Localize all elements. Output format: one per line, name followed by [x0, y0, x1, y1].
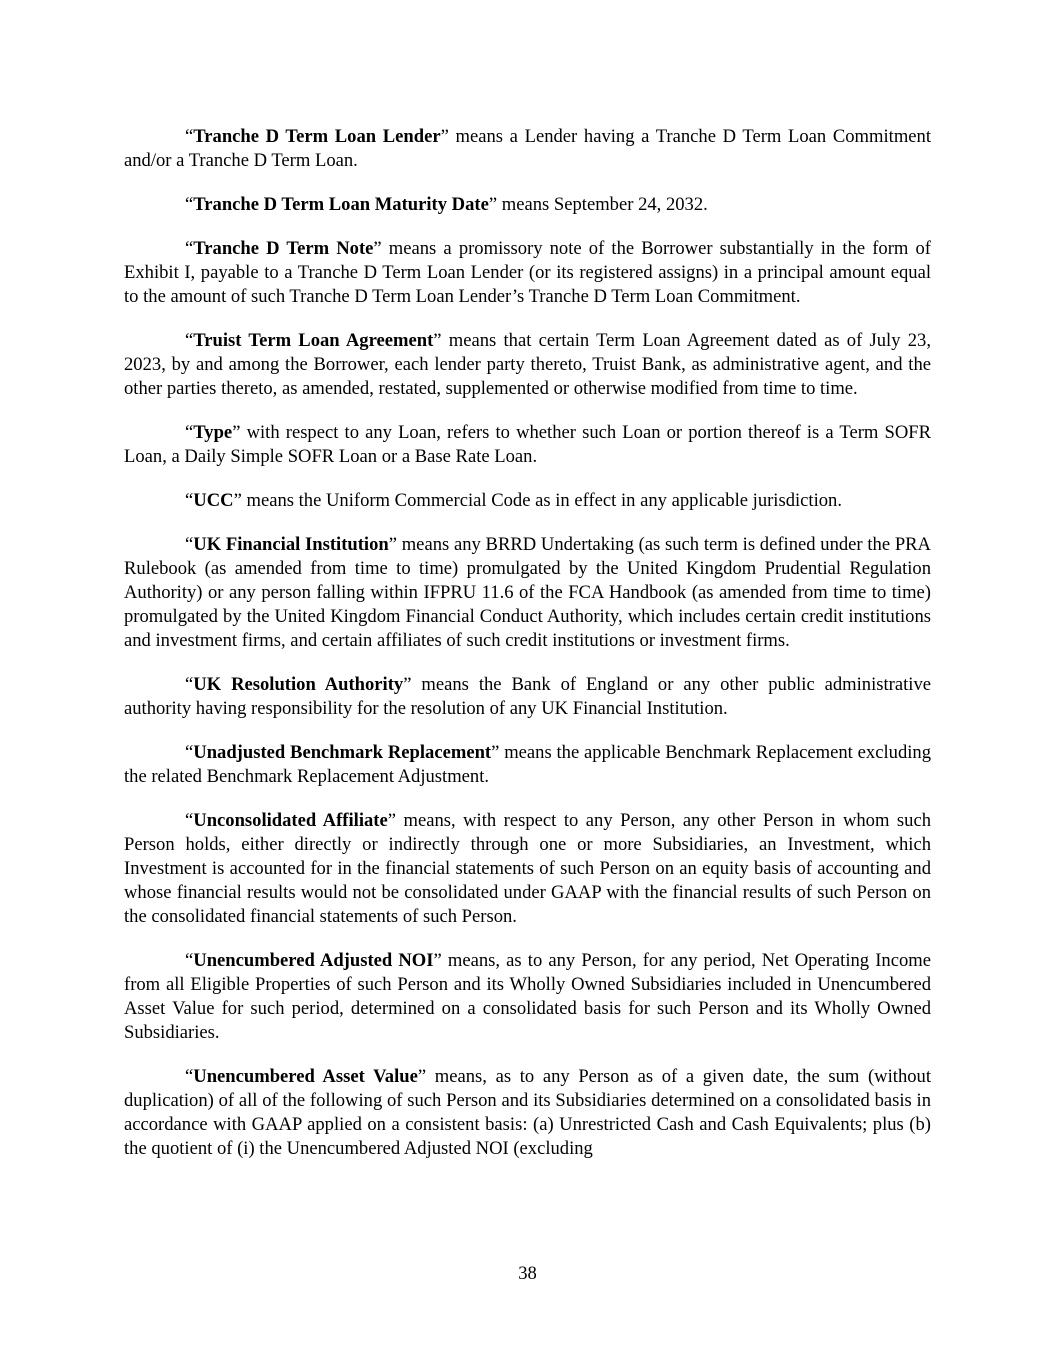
defined-term: Unencumbered Asset Value — [193, 1066, 418, 1087]
defined-term: Type — [193, 422, 233, 443]
definition-text: with respect to any Loan, refers to whether such Loan or portion thereof is a Term SOFR Loan, a Daily Simple SOFR Loan or a Base Rate Loan. — [124, 422, 931, 467]
defined-term: Unencumbered Adjusted NOI — [193, 950, 434, 971]
definition-text: means the applicable Benchmark Replacement excluding the related Benchmark Replacement Adjustment. — [124, 742, 931, 787]
definition-text: means, with respect to any Person, any other Person in whom such Person holds, either directly or indirectly through one or more Subsidiaries, an Investment, which Investment is accounted for in the financial statements of such Person on an equity basis of accounting and whose financial results would not be consolidated under GAAP with the financial results of such Person on the consolidated financial statements of such Person. — [124, 810, 932, 927]
definition-paragraph: “Tranche D Term Note” means a promissory note of the Borrower substantially in the form of Exhibit I, payable to a Tranche D Term Loan Lender (or its registered assigns) in a principal amount equal to the amount of such Tranche D Term Loan Lender’s Tranche D Term Loan Commitment. — [124, 238, 931, 307]
definition-text: means a promissory note of the Borrower substantially in the form of Exhibit I, payable to a Tranche D Term Loan Lender (or its registered assigns) in a principal amount equal to the amount of such Tranche D Term Loan Lender’s Tranche D Term Loan Commitment. — [124, 238, 931, 307]
defined-term: Unadjusted Benchmark Replacement — [193, 742, 492, 763]
definition-paragraph: “UCC” means the Uniform Commercial Code as in effect in any applicable jurisdiction. — [185, 490, 842, 511]
definition-text: means that certain Term Loan Agreement dated as of July 23, 2023, by and among the Borrower, each lender party thereto, Truist Bank, as administrative agent, and the other parties thereto, as amended, restated, supplemented or otherwise modified from time to time. — [124, 330, 932, 399]
defined-term: UK Financial Institution — [193, 534, 389, 555]
defined-term: UCC — [193, 490, 234, 511]
definition-paragraph: “UK Resolution Authority” means the Bank of England or any other public administrative authority having responsibility for the resolution of any UK Financial Institution. — [124, 674, 931, 719]
definition-paragraph: “Unencumbered Adjusted NOI” means, as to any Person, for any period, Net Operating Income from all Eligible Properties of such Person and its Wholly Owned Subsidiaries included in Unencumbered Asset Value for such period, determined on a consolidated basis for such Person and its Wholly Owned Subsidiaries. — [124, 950, 931, 1043]
definition-paragraph: “Tranche D Term Loan Lender” means a Lender having a Tranche D Term Loan Commitment and/or a Tranche D Term Loan. — [124, 126, 931, 171]
defined-term: UK Resolution Authority — [193, 674, 404, 695]
definition-text: means, as to any Person, for any period, Net Operating Income from all Eligible Properties of such Person and its Wholly Owned Subsidiaries included in Unencumbered Asset Value for such period, determined on a consolidated basis for such Person and its Wholly Owned Subsidiaries. — [124, 950, 931, 1043]
definition-paragraph: “Truist Term Loan Agreement” means that certain Term Loan Agreement dated as of July 23, 2023, by and among the Borrower, each lender party thereto, Truist Bank, as administrative agent, and the other parties thereto, as amended, restated, supplemented or otherwise modified from time to time. — [124, 330, 932, 399]
defined-term: Truist Term Loan Agreement — [193, 330, 434, 351]
defined-term: Tranche D Term Loan Maturity Date — [193, 194, 489, 215]
definition-text: means the Uniform Commercial Code as in effect in any applicable jurisdiction. — [241, 490, 842, 511]
definition-text: means any BRRD Undertaking (as such term is defined under the PRA Rulebook (as amended from time to time) promulgated by the United Kingdom Prudential Regulation Authority) or any person falling within IFPRU 11.6 of the FCA Handbook (as amended from time to time) promulgated by the United Kingdom Financial Conduct Authority, which includes certain credit institutions and investment firms, and certain affiliates of such credit institutions or investment firms. — [124, 534, 931, 651]
definition-text: means September 24, 2032. — [497, 194, 708, 215]
definition-paragraph: “Unencumbered Asset Value” means, as to any Person as of a given date, the sum (without duplication) of all of the following of such Person and its Subsidiaries determined on a consolidated basis in accordance with GAAP applied on a consistent basis: (a) Unrestricted Cash and Cash Equivalents; plus (b) the quotient of (i) the Unencumbered Adjusted NOI (excluding — [124, 1066, 931, 1159]
defined-term: Unconsolidated Affiliate — [193, 810, 388, 831]
defined-term: Tranche D Term Loan Lender — [193, 126, 441, 147]
definition-text: means the Bank of England or any other public administrative authority having responsibility for the resolution of any UK Financial Institution. — [124, 674, 931, 719]
definition-paragraph: “Unconsolidated Affiliate” means, with respect to any Person, any other Person in whom such Person holds, either directly or indirectly through one or more Subsidiaries, an Investment, which Investment is accounted for in the financial statements of such Person on an equity basis of accounting and whose financial results would not be consolidated under GAAP with the financial results of such Person on the consolidated financial statements of such Person. — [124, 810, 932, 927]
definition-paragraph: “Tranche D Term Loan Maturity Date” means September 24, 2032. — [185, 194, 708, 215]
definition-paragraph: “Unadjusted Benchmark Replacement” means the applicable Benchmark Replacement excluding the related Benchmark Replacement Adjustment. — [124, 742, 931, 787]
definitions-body — [124, 125, 931, 1181]
definition-paragraph: “Type” with respect to any Loan, refers to whether such Loan or portion thereof is a Term SOFR Loan, a Daily Simple SOFR Loan or a Base Rate Loan. — [124, 422, 931, 467]
definition-paragraph: “UK Financial Institution” means any BRRD Undertaking (as such term is defined under the PRA Rulebook (as amended from time to time) promulgated by the United Kingdom Prudential Regulation Authority) or any person falling within IFPRU 11.6 of the FCA Handbook (as amended from time to time) promulgated by the United Kingdom Financial Conduct Authority, which includes certain credit institutions and investment firms, and certain affiliates of such credit institutions or investment firms. — [124, 534, 931, 651]
defined-term: Tranche D Term Note — [193, 238, 374, 259]
definition-text: means a Lender having a Tranche D Term Loan Commitment and/or a Tranche D Term Loan. — [124, 126, 931, 171]
definition-text: means, as to any Person as of a given date, the sum (without duplication) of all of the following of such Person and its Subsidiaries determined on a consolidated basis in accordance with GAAP applied on a consistent basis: (a) Unrestricted Cash and Cash Equivalents; plus (b) the quotient of (i) the Unencumbered Adjusted NOI (excluding — [124, 1066, 931, 1159]
page-number: 38 — [518, 1263, 537, 1284]
